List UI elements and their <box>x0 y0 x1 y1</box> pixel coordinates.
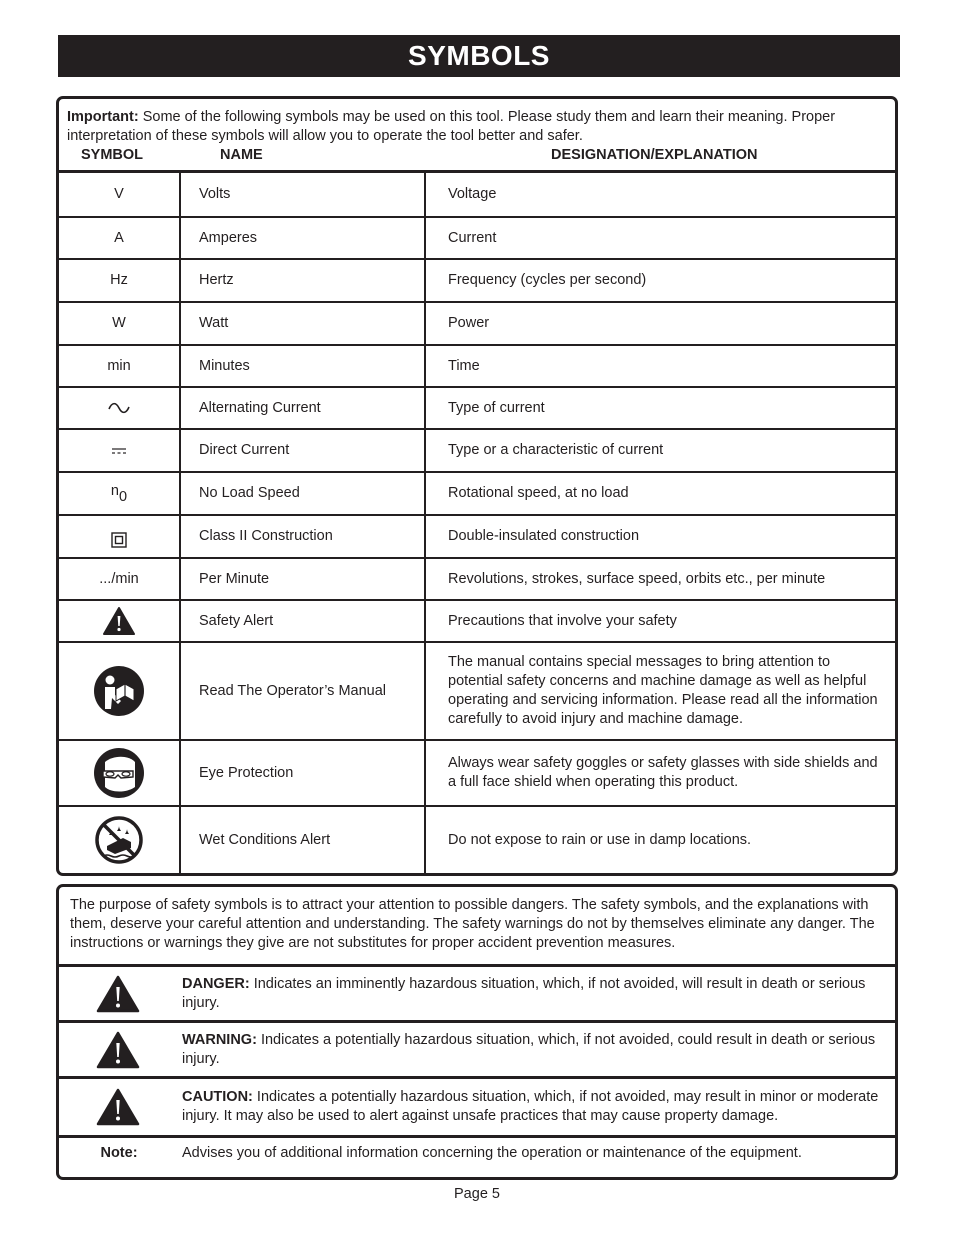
important-intro <box>67 108 893 146</box>
read-manual-icon <box>59 643 179 739</box>
desc-eye-protection: Always wear safety goggles or safety glasses with side shields and a full face shield when operating this product. <box>448 755 878 790</box>
symbol-hertz: Hz <box>110 272 128 288</box>
caution-alert-icon <box>95 1079 141 1135</box>
symbol-watt: W <box>112 315 126 331</box>
note-label: Note: <box>100 1145 138 1161</box>
name-watt: Watt <box>199 315 229 331</box>
column-divider <box>179 173 181 873</box>
warning-alert-icon <box>95 1023 141 1076</box>
name-hertz: Hertz <box>199 272 234 288</box>
eye-protection-icon <box>59 741 179 805</box>
desc-hertz: Frequency (cycles per second) <box>448 272 647 288</box>
warning-label: WARNING: <box>182 1031 257 1048</box>
important-text: Some of the following symbols may be used on this tool. Please study them and learn their meaning. Proper interpretation of these symbols will allow you to operate the tool better and safer. <box>67 109 836 144</box>
symbols-table <box>56 96 898 876</box>
desc-direct-current: Type or a characteristic of current <box>448 442 664 458</box>
name-direct-current: Direct Current <box>199 442 290 458</box>
name-wet-conditions: Wet Conditions Alert <box>199 831 331 848</box>
class-ii-construction-icon <box>59 516 179 557</box>
page-title: SYMBOLS <box>58 35 900 77</box>
name-volts: Volts <box>199 186 231 202</box>
column-divider <box>424 173 426 873</box>
desc-alternating-current: Type of current <box>448 399 545 416</box>
symbol-minutes: min <box>107 357 131 374</box>
name-eye-protection: Eye Protection <box>199 764 294 781</box>
desc-read-manual: The manual contains special messages to bring attention to potential safety concerns and machine damage as well as helpful operating and servicing information. Please read all the information carefully to avoid injury and machine damage. <box>448 654 878 727</box>
name-amperes: Amperes <box>199 229 258 246</box>
caution-text: CAUTION: Indicates a potentially hazardous situation, which, if not avoided, may result in minor or moderate injury. It may also be used to alert against unsafe practices that may cause property damage. <box>182 1089 879 1124</box>
symbol-no-load-speed: n 0 <box>110 483 128 505</box>
desc-wet-conditions: Do not expose to rain or use in damp locations. <box>448 831 752 848</box>
alternating-current-icon <box>59 388 179 428</box>
note-text: Advises you of additional information concerning the operation or maintenance of the equipment. <box>182 1144 802 1161</box>
name-alternating-current: Alternating Current <box>199 399 321 416</box>
caution-label: CAUTION: <box>182 1089 253 1105</box>
name-no-load-speed: No Load Speed <box>199 485 300 501</box>
symbol-amperes: A <box>114 229 124 246</box>
desc-per-minute: Revolutions, strokes, surface speed, orbits etc., per minute <box>448 570 826 587</box>
name-per-minute: Per Minute <box>199 570 270 587</box>
desc-watt: Power <box>448 315 490 331</box>
desc-minutes: Time <box>448 357 480 374</box>
name-read-manual: Read The Operator’s Manual <box>199 682 386 699</box>
name-minutes: Minutes <box>199 357 250 374</box>
name-class-ii: Class II Construction <box>199 528 333 544</box>
header-designation: DESIGNATION/EXPLANATION <box>551 147 758 163</box>
purpose-paragraph: The purpose of safety symbols is to attract your attention to possible dangers. The safety symbols, and the explanations with them, deserve your careful attention and understanding. The safety warnings do not by themselves eliminate any danger. The instructions or warnings they give are not substitutes for proper accident prevention measures. <box>70 897 875 951</box>
direct-current-icon <box>59 430 179 471</box>
name-safety-alert: Safety Alert <box>199 612 274 629</box>
desc-safety-alert: Precautions that involve your safety <box>448 612 677 629</box>
symbol-volts: V <box>114 186 124 202</box>
page-number: Page 5 <box>454 1186 500 1202</box>
desc-volts: Voltage <box>448 186 497 202</box>
desc-amperes: Current <box>448 229 497 246</box>
warning-text: WARNING: Indicates a potentially hazardous situation, which, if not avoided, could result in death or serious injury. <box>182 1031 876 1067</box>
header-symbol: SYMBOL <box>81 147 144 163</box>
desc-no-load-speed: Rotational speed, at no load <box>448 485 629 501</box>
danger-label: DANGER: <box>182 975 250 992</box>
danger-alert-icon <box>95 967 141 1020</box>
signal-words-box <box>56 884 898 1180</box>
header-name: NAME <box>220 147 263 163</box>
symbol-per-minute: .../min <box>99 570 139 587</box>
desc-class-ii: Double-insulated construction <box>448 528 640 544</box>
safety-alert-icon <box>59 601 179 641</box>
danger-text: DANGER: Indicates an imminently hazardous situation, which, if not avoided, will result in death or serious injury. <box>182 975 866 1011</box>
important-label: Important: <box>67 109 139 125</box>
wet-conditions-icon <box>59 807 179 873</box>
